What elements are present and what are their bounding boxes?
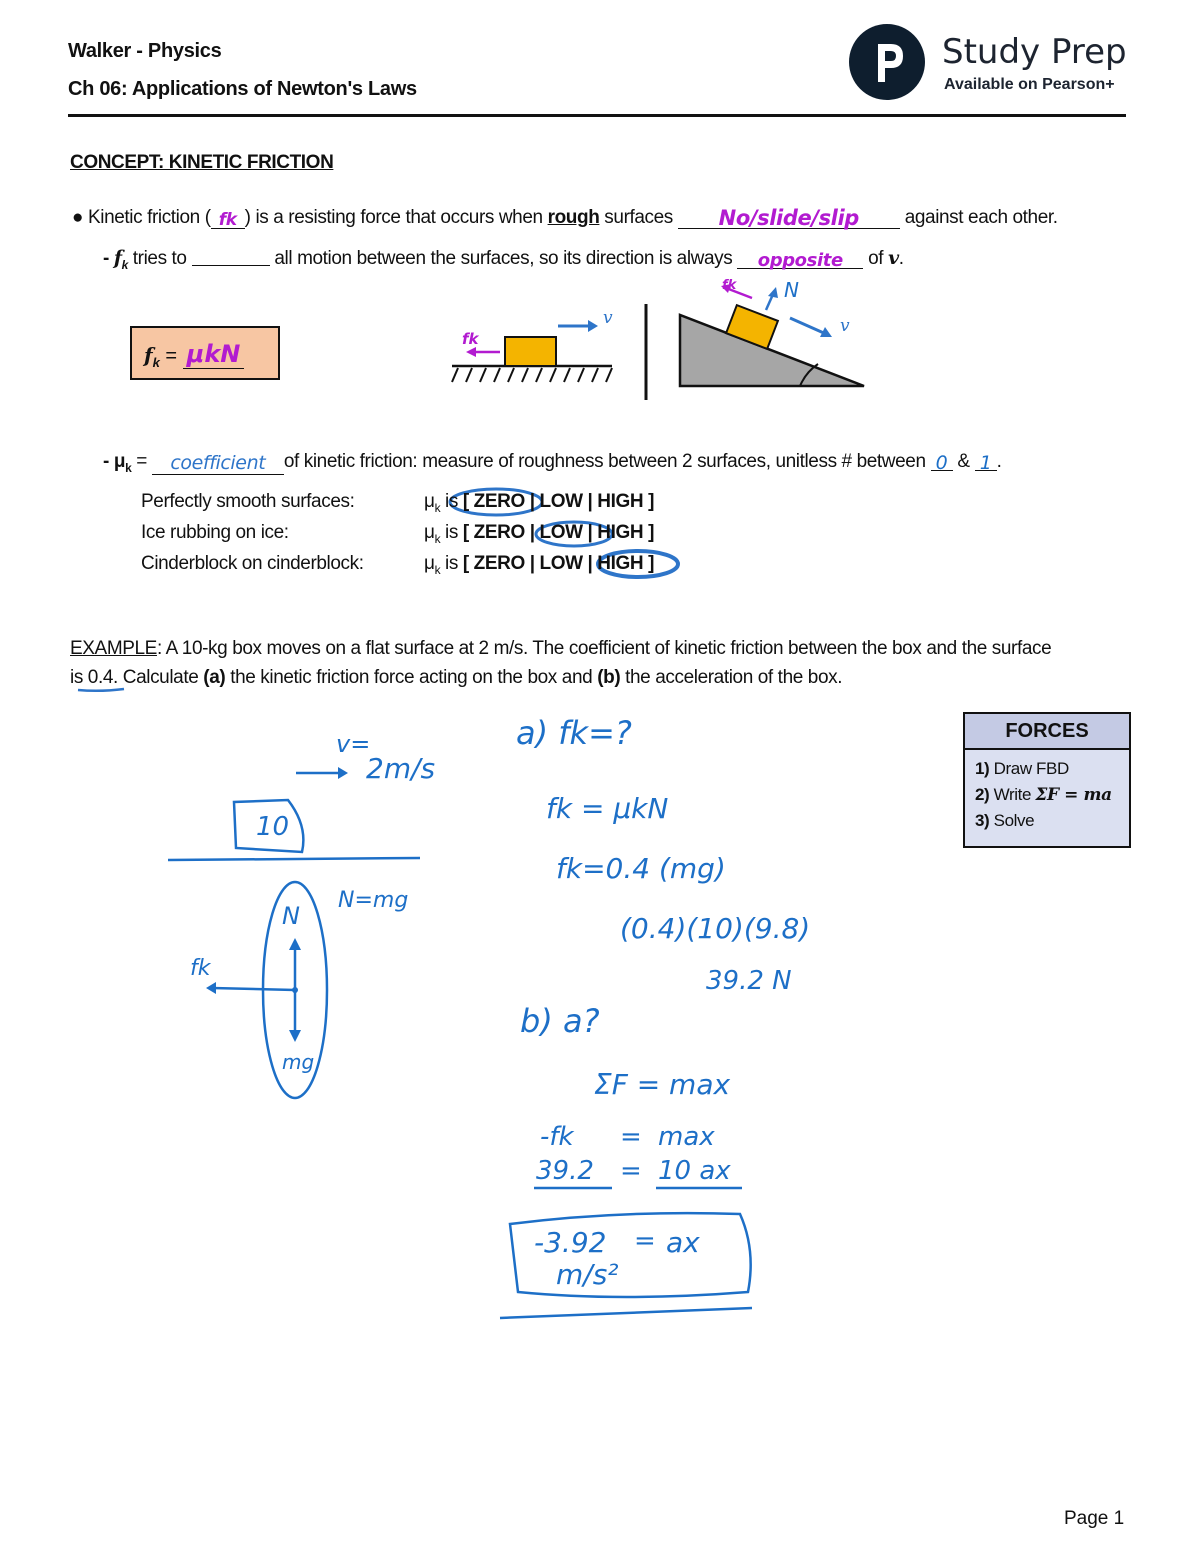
hw-box-mass: 10 [256, 812, 290, 842]
hw-step-7-left: 39.2 [536, 1156, 594, 1186]
hw-v-eq: v= [336, 730, 371, 758]
hw-no-slide-slip: No/slide/slip [678, 206, 900, 229]
hw-step-3: (0.4)(10)(9.8) [620, 912, 811, 945]
hw-step-6-right: max [658, 1122, 715, 1152]
row-smooth-label: Perfectly smooth surfaces: [141, 491, 355, 512]
hw-opposite: opposite [737, 250, 863, 269]
hw-step-2: fk=0.4 (mg) [556, 852, 726, 885]
ramp-v-label: v [840, 316, 850, 336]
formula-box: $f_k = \mu kN$ [130, 326, 280, 380]
hw-step-6-left: -fk [540, 1122, 574, 1152]
hw-fk-symbol: fk [211, 210, 245, 229]
mu-definition-line: - $\mu_k$ = coefficient of kinetic friction: measure of roughness between 2 surfaces, unitless # between 0 & 1 . [103, 451, 1002, 475]
forces-title: FORCES [965, 714, 1129, 750]
hw-step-4: 39.2 N [706, 966, 792, 996]
flat-v-label: v [603, 308, 613, 328]
hw-n-eq: N=mg [338, 888, 409, 913]
hw-answer-units: m/s² [556, 1258, 619, 1291]
concept-title: CONCEPT: KINETIC FRICTION [70, 152, 334, 173]
hw-mu-k-n: μkN [183, 340, 245, 369]
hw-n-label: N [282, 902, 300, 930]
forces-step-3: 3) Solve [975, 811, 1035, 830]
example-line-1: EXAMPLE: A 10-kg box moves on a flat surface at 2 m/s. The coefficient of kinetic friction between the box and the surface [70, 638, 1052, 659]
hw-part-b: b) a? [520, 1002, 600, 1040]
flat-box [505, 337, 556, 366]
direction-line: - $f_k$ tries to all motion between the surfaces, so its direction is always opposite of v. [103, 247, 904, 272]
hw-answer-value: -3.92 [534, 1226, 607, 1259]
hw-fk-label: fk [190, 956, 211, 981]
hw-one: 1 [975, 452, 997, 471]
hw-speed: 2m/s [366, 752, 436, 785]
chapter-title: Ch 06: Applications of Newton's Laws [68, 78, 417, 100]
row-ice-label: Ice rubbing on ice: [141, 522, 289, 543]
forces-box [963, 712, 1131, 848]
hw-mg-label: mg [282, 1050, 315, 1074]
example-line-2: is 0.4. Calculate (a) the kinetic friction force acting on the box and (b) the acceleration of the box. [70, 667, 843, 688]
flat-fk-label: fk [462, 330, 479, 348]
velocity-vector: v [888, 247, 899, 269]
page-number: Page 1 [1064, 1508, 1125, 1529]
hw-answer-var: ax [666, 1226, 700, 1259]
hw-answer-eq: = [634, 1226, 656, 1256]
forces-step-1: 1) Draw FBD [975, 759, 1069, 778]
row-cinder-label: Cinderblock on cinderblock: [141, 553, 364, 574]
hw-part-a: a) fk=? [516, 714, 632, 752]
ramp-n-label: N [784, 278, 799, 302]
hw-step-6-eq: = [620, 1122, 642, 1152]
hw-step-5: ΣF = max [594, 1068, 731, 1101]
hw-step-7-eq: = [620, 1156, 642, 1186]
row-cinder-options: $\mu_k$ is [ ZERO | LOW | HIGH ] [424, 553, 655, 577]
row-ice-options: $\mu_k$ is [ ZERO | LOW | HIGH ] [424, 522, 655, 546]
forces-step-2: 2) Write ΣF = ma [975, 785, 1112, 805]
hw-coefficient: coefficient [152, 452, 284, 475]
hw-step-7-right: 10 ax [658, 1156, 731, 1186]
brand-title: Study Prep [942, 32, 1127, 72]
hw-zero: 0 [931, 452, 953, 471]
definition-line: ● Kinetic friction ( fk ) is a resisting force that occurs when rough surfaces No/slide/slip against each other. [72, 206, 1058, 230]
ramp-fk-label: fk [722, 278, 737, 293]
course-title: Walker - Physics [68, 40, 222, 62]
row-smooth-options: $\mu_k$ is [ ZERO | LOW | HIGH ] [424, 491, 655, 515]
brand-subtitle: Available on Pearson+ [944, 76, 1115, 93]
hw-step-1: fk = μkN [546, 792, 669, 825]
